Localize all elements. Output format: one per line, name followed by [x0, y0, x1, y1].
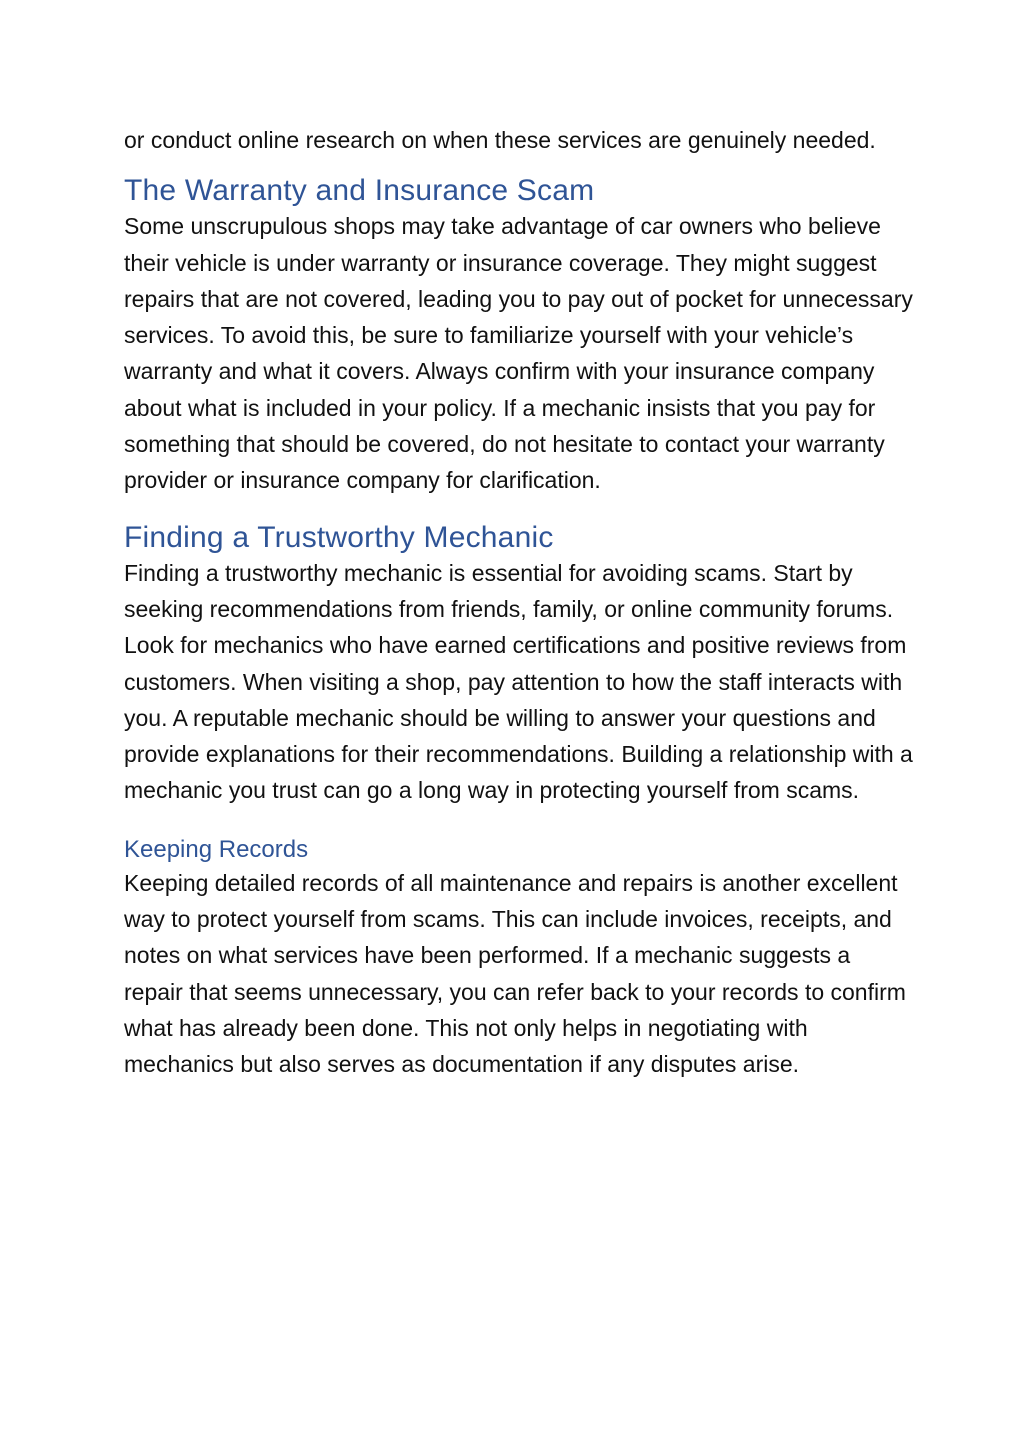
section-body-finding-trustworthy-mechanic: Finding a trustworthy mechanic is essential for avoiding scams. Start by seeking recommendations from friends, family, or online community forums. Look for mechanics who have earned certifications and positive reviews from customers. When visiting a shop, pay attention to how the staff interacts with you. A reputable mechanic should be willing to answer your questions and provide explanations for their recommendations. Building a relationship with a mechanic you trust can go a long way in protecting yourself from scams. [124, 559, 913, 804]
intro-paragraph: or conduct online research on when these services are genuinely needed. [124, 127, 876, 153]
document-page [124, 122, 914, 1083]
section-heading-warranty-insurance-scam: The Warranty and Insurance Scam [124, 174, 595, 208]
section-heading-finding-trustworthy-mechanic: Finding a Trustworthy Mechanic [124, 520, 554, 554]
section-heading-keeping-records: Keeping Records [124, 835, 309, 863]
section-body-warranty-insurance-scam: Some unscrupulous shops may take advantage of car owners who believe their vehicle is under warranty or insurance coverage. They might suggest repairs that are not covered, leading you to pay out of pocket for unnecessary services. To avoid this, be sure to familiarize yourself with your vehicle’s warranty and what it covers. Always confirm with your insurance company about what is included in your policy. If a mechanic insists that you pay for something that should be covered, do not hesitate to contact your warranty provider or insurance company for clarification. [124, 213, 913, 494]
section-body-keeping-records: Keeping detailed records of all maintenance and repairs is another excellent way to protect yourself from scams. This can include invoices, receipts, and notes on what services have been performed. If a mechanic suggests a repair that seems unnecessary, you can refer back to your records to confirm what has already been done. This not only helps in negotiating with mechanics but also serves as documentation if any disputes arise. [124, 869, 906, 1078]
